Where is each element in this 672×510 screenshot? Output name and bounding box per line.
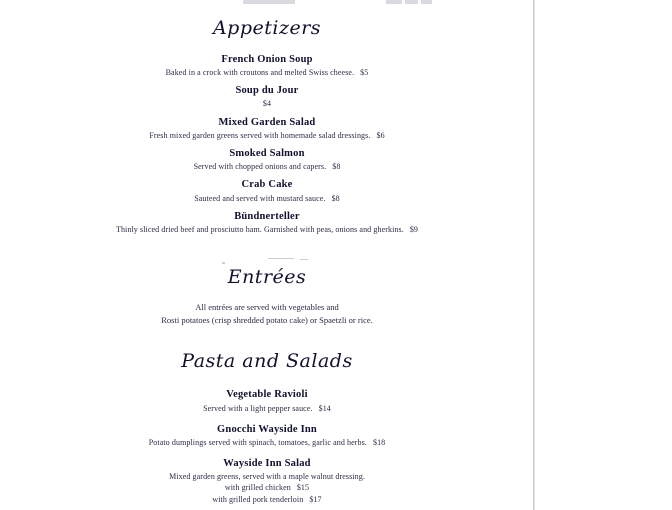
scan-speck-1 — [222, 262, 225, 264]
page-edge-shadow — [534, 0, 535, 510]
menu-item — [0, 423, 534, 448]
dish-name: Mixed Garden Salad — [218, 116, 316, 128]
dish-option-1 — [0, 482, 534, 493]
menu-item — [0, 210, 534, 235]
dish-price: $8 — [331, 193, 340, 203]
section-heading-entrees: Entrées — [227, 266, 307, 289]
dish-description-text: Mixed garden greens, served with a maple walnut dressing. — [169, 472, 365, 482]
header-blob-4 — [421, 0, 432, 4]
dish-description — [0, 98, 534, 109]
dish-option-1-label: with grilled chicken — [224, 483, 291, 493]
header-blob-3 — [405, 0, 418, 4]
dish-description-text: Baked in a crock with croutons and melted Swiss cheese. — [165, 68, 355, 78]
dish-description — [0, 161, 534, 172]
cropped-header-artifact — [0, 0, 534, 10]
dish-name: Soup du Jour — [235, 85, 299, 97]
dish-price: $8 — [332, 162, 341, 172]
dish-option-2-label: with grilled pork tenderloin — [212, 494, 304, 504]
menu-item — [0, 84, 534, 109]
menu-item — [0, 53, 534, 78]
dish-option-2-price: $17 — [309, 494, 322, 504]
menu-item — [0, 178, 534, 203]
dish-description — [0, 67, 534, 78]
menu-item — [0, 388, 534, 413]
dish-price: $4 — [262, 99, 272, 109]
section-heading-appetizers: Appetizers — [212, 17, 322, 39]
dish-price: $5 — [360, 68, 369, 78]
dish-description — [0, 193, 534, 204]
dish-description-text: Served with a light pepper sauce. — [203, 403, 313, 413]
dish-description — [0, 471, 534, 482]
dish-name: Crab Cake — [241, 179, 293, 191]
entrees-note-line-1: All entrées are served with vegetables and — [195, 301, 339, 312]
dish-description — [0, 130, 534, 141]
dish-name: French Onion Soup — [221, 53, 313, 65]
entrees-note-line-2: Rosti potatoes (crisp shredded potato cake) or Spaetzli or rice. — [161, 314, 373, 325]
dish-description — [0, 437, 534, 448]
dish-description-text: Thinly sliced dried beef and prosciutto ham. Garnished with peas, onions and gherkins. — [115, 224, 404, 234]
dish-description-text: Fresh mixed garden greens served with homemade salad dressings. — [149, 130, 371, 140]
dish-price: $18 — [372, 437, 386, 447]
dish-price: $9 — [409, 224, 419, 234]
dish-name: Gnocchi Wayside Inn — [217, 423, 317, 435]
menu-item — [0, 457, 534, 505]
menu-item — [0, 147, 534, 172]
scan-speck-2 — [268, 258, 294, 259]
dish-name: Wayside Inn Salad — [223, 458, 311, 470]
dish-option-2 — [0, 494, 534, 505]
dish-description — [0, 403, 534, 414]
header-blob-1 — [243, 0, 295, 4]
dish-name: Vegetable Ravioli — [226, 389, 308, 401]
menu-item — [0, 116, 534, 141]
dish-name: Smoked Salmon — [229, 147, 305, 159]
dish-price: $14 — [318, 403, 331, 413]
header-blob-2 — [386, 0, 402, 4]
dish-option-1-price: $15 — [296, 483, 310, 493]
dish-description-text: Served with chopped onions and capers. — [193, 162, 327, 172]
dish-name: Bündnerteller — [234, 210, 300, 222]
dish-description — [0, 224, 534, 235]
dish-price: $6 — [376, 130, 385, 140]
dish-description-text: Potato dumplings served with spinach, tomatoes, garlic and herbs. — [148, 437, 367, 447]
section-heading-pasta-and-salads: Pasta and Salads — [181, 350, 353, 373]
dish-description-text: Sauteed and served with mustard sauce. — [194, 193, 326, 203]
scan-speck-3 — [300, 259, 308, 260]
